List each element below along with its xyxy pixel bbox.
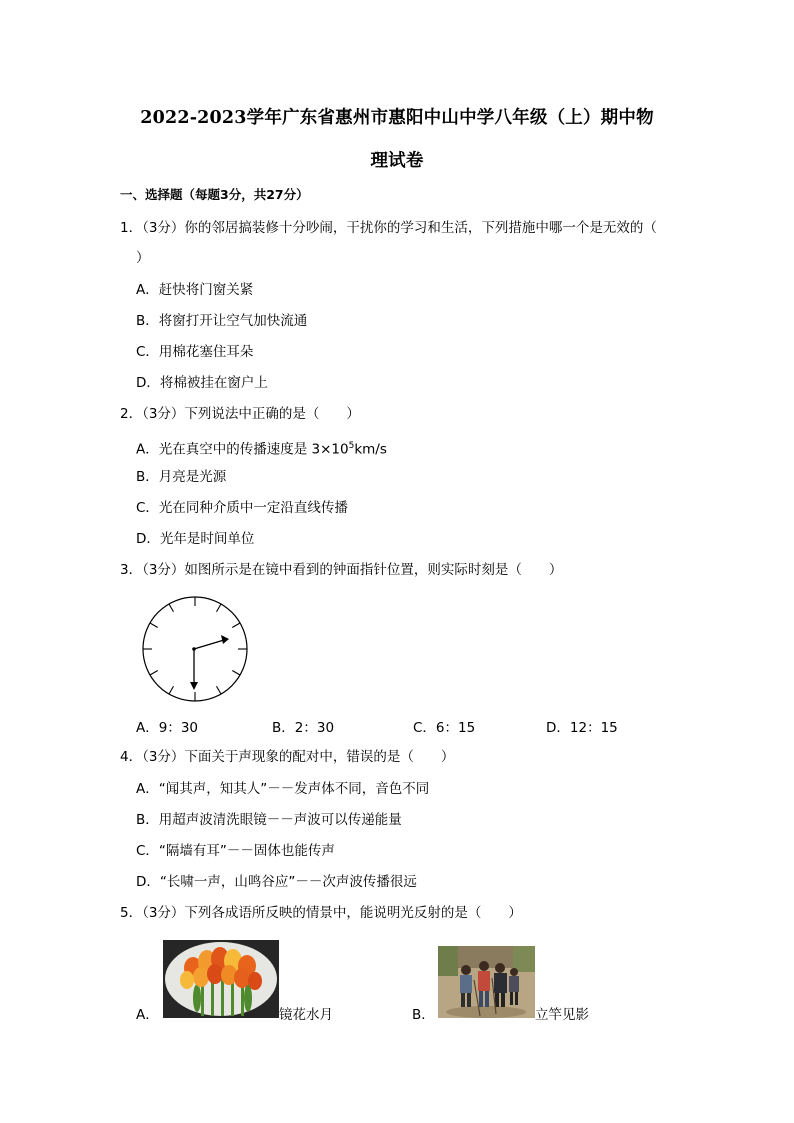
mirror-clock-figure bbox=[140, 594, 250, 704]
clock-tick bbox=[169, 686, 174, 694]
clock-tick bbox=[232, 671, 240, 676]
question-1-option-d: D．将棉被挂在窗户上 bbox=[136, 375, 268, 391]
clock-tick bbox=[232, 623, 240, 628]
clock-tick bbox=[217, 686, 222, 694]
clock-hour-hand bbox=[194, 640, 224, 649]
section-heading: 一、选择题（每题3分，共27分） bbox=[120, 187, 309, 202]
question-1-option-c: C．用棉花塞住耳朵 bbox=[136, 344, 254, 360]
clock-tick bbox=[150, 671, 158, 676]
question-1-option-b: B．将窗打开让空气加快流通 bbox=[136, 313, 308, 329]
question-3-option-b: B．2：30 bbox=[272, 720, 335, 736]
question-4-option-b: B．用超声波清洗眼镜－－声波可以传递能量 bbox=[136, 812, 402, 828]
question-4-option-d: D．“长啸一声，山鸣谷应”－－次声波传播很远 bbox=[136, 874, 417, 890]
question-2-option-a bbox=[136, 437, 387, 459]
children-with-sticks-photo bbox=[438, 946, 535, 1018]
question-1-option-a: A．赶快将门窗关紧 bbox=[136, 282, 254, 298]
question-1-stem: 1．（3分）你的邻居搞装修十分吵闹，干扰你的学习和生活，下列措施中哪一个是无效的（ bbox=[120, 220, 657, 236]
clock-tick bbox=[217, 604, 222, 612]
question-5-stem: 5．（3分）下列各成语所反映的情景中，能说明光反射的是（ ） bbox=[120, 905, 522, 921]
option-a-text: A．光在真空中的传播速度是 3×10 bbox=[136, 441, 349, 458]
question-3-option-d: D．12：15 bbox=[546, 720, 618, 736]
question-3-option-c: C．6：15 bbox=[413, 720, 476, 736]
question-2-option-d: D．光年是时间单位 bbox=[136, 531, 255, 547]
question-5-option-a-text: 镜花水月 bbox=[279, 1007, 333, 1023]
question-3-option-a: A．9：30 bbox=[136, 720, 199, 736]
question-4-option-c: C．“隔墙有耳”－－固体也能传声 bbox=[136, 843, 335, 859]
option-a-unit: km/s bbox=[354, 441, 387, 458]
exponent: 5 bbox=[348, 441, 355, 451]
question-4-stem: 4．（3分）下面关于声现象的配对中，错误的是（ ） bbox=[120, 749, 455, 765]
question-4-option-a: A．“闻其声，知其人”－－发声体不同，音色不同 bbox=[136, 781, 430, 797]
question-2-stem: 2．（3分）下列说法中正确的是（ ） bbox=[120, 406, 360, 422]
question-2-option-c: C．光在同种介质中一定沿直线传播 bbox=[136, 500, 348, 516]
question-5-option-b-text: 立竿见影 bbox=[535, 1007, 589, 1023]
question-3-stem: 3．（3分）如图所示是在镜中看到的钟面指针位置，则实际时刻是（ ） bbox=[120, 562, 563, 578]
question-5-option-b-letter: B． bbox=[412, 1007, 435, 1023]
question-5-option-a-letter: A． bbox=[136, 1007, 159, 1023]
question-2-option-b: B．月亮是光源 bbox=[136, 469, 227, 485]
title-line-1: 2022-2023学年广东省惠州市惠阳中山中学八年级（上）期中物 bbox=[140, 108, 654, 128]
title-line-2: 理试卷 bbox=[370, 151, 424, 171]
question-1-stem-cont: ） bbox=[136, 250, 150, 266]
flowers-photo bbox=[163, 940, 279, 1018]
clock-tick bbox=[169, 604, 174, 612]
clock-tick bbox=[150, 623, 158, 628]
